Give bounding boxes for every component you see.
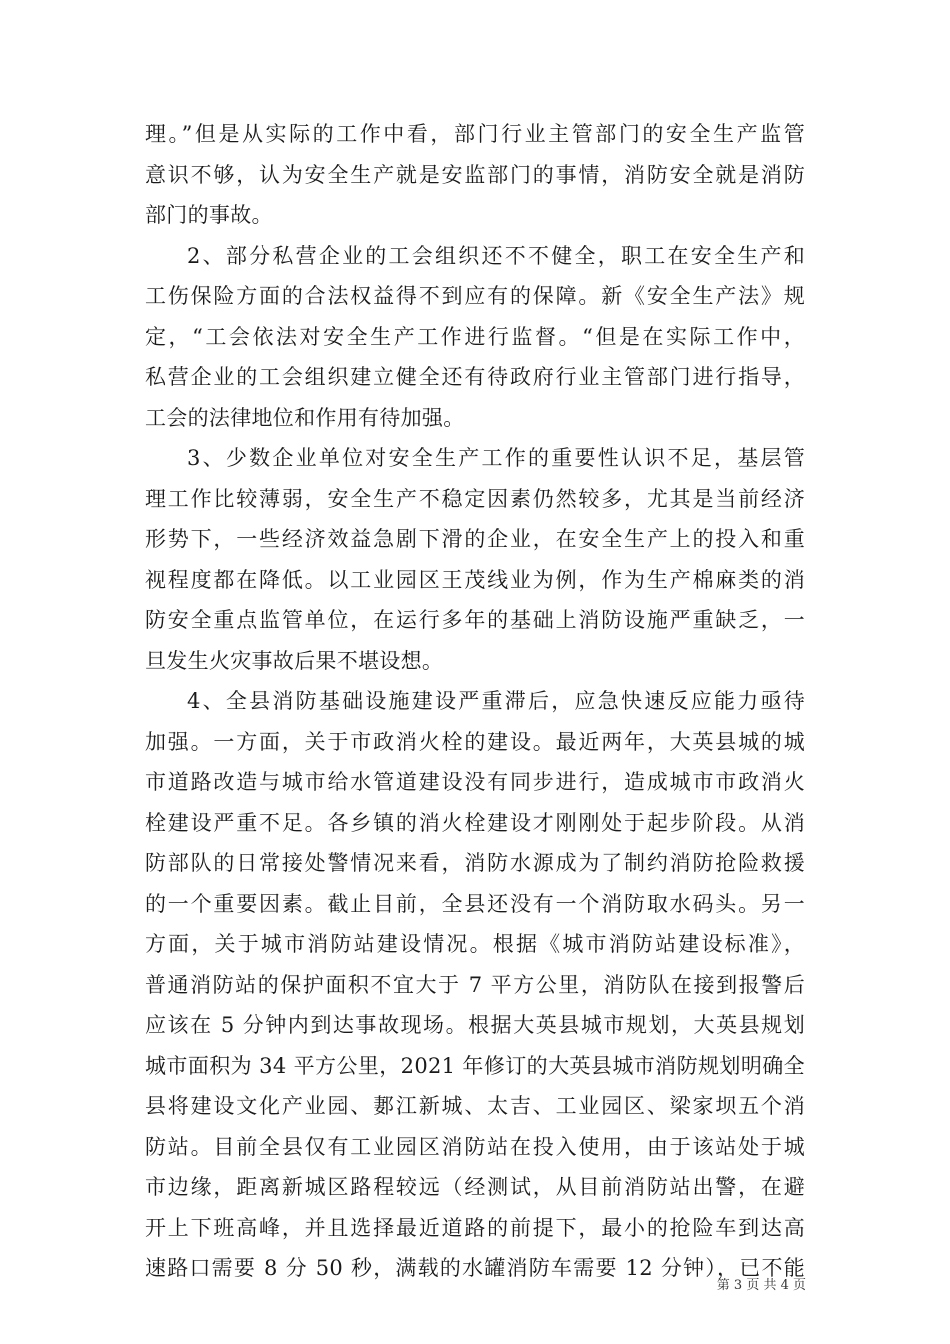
document-body	[145, 114, 805, 1289]
text-line: 速路口需要 8 分 50 秒，满载的水罐消防车需要 12 分钟），已不能	[145, 1256, 805, 1280]
paragraph-2	[145, 236, 805, 439]
text-line: 的一个重要因素。截止目前，全县还没有一个消防取水码头。另一	[145, 891, 805, 916]
text-line: 加强。一方面，关于市政消火栓的建设。最近两年，大英县城的城	[145, 729, 805, 754]
text-line: 2、部分私营企业的工会组织还不不健全，职工在安全生产和	[187, 243, 805, 268]
text-line: 3、少数企业单位对安全生产工作的重要性认识不足，基层管	[187, 446, 805, 470]
text-line: 方面，关于城市消防站建设情况。根据《城市消防站建设标准》，	[145, 932, 805, 956]
text-line: 意识不够，认为安全生产就是安监部门的事情，消防安全就是消防	[145, 162, 805, 187]
text-line: 县将建设文化产业园、郪江新城、太吉、工业园区、梁家坝五个消	[145, 1094, 805, 1118]
text-line: 防安全重点监管单位，在运行多年的基础上消防设施严重缺乏，一	[145, 608, 805, 632]
text-line: 定，“工会依法对安全生产工作进行监督。“但是在实际工作中，	[145, 324, 805, 349]
text-line: 4、全县消防基础设施建设严重滞后，应急快速反应能力亟待	[187, 689, 805, 713]
text-line: 防站。目前全县仅有工业园区消防站在投入使用，由于该站处于城	[145, 1134, 805, 1159]
text-line: 市道路改造与城市给水管道建设没有同步进行，造成城市市政消火	[145, 770, 805, 794]
paragraph-4	[145, 681, 805, 1289]
paragraph-3	[145, 438, 805, 681]
text-line: 开上下班高峰，并且选择最近道路的前提下，最小的抢险车到达高	[145, 1215, 805, 1240]
text-line: 部门的事故。	[145, 203, 273, 227]
text-line: 市边缘，距离新城区路程较远（经测试，从目前消防站出警，在避	[145, 1175, 805, 1199]
text-line: 城市面积为 34 平方公里，2021 年修订的大英县城市消防规划明确全	[145, 1053, 805, 1078]
text-line: 防部队的日常接处警情况来看，消防水源成为了制约消防抢险救援	[145, 851, 805, 875]
paragraph-1	[145, 114, 805, 236]
text-line: 形势下，一些经济效益急剧下滑的企业，在安全生产上的投入和重	[145, 527, 805, 551]
text-line: 工会的法律地位和作用有待加强。	[145, 405, 465, 430]
page-number: 第 3 页 共 4 页	[716, 1278, 806, 1293]
text-line: 理工作比较薄弱，安全生产不稳定因素仍然较多，尤其是当前经济	[145, 486, 805, 511]
text-line: 应该在 5 分钟内到达事故现场。根据大英县城市规划，大英县规划	[145, 1013, 805, 1037]
text-line: 栓建设严重不足。各乡镇的消火栓建设才刚刚处于起步阶段。从消	[145, 810, 805, 835]
text-line: 旦发生火灾事故后果不堪设想。	[145, 648, 444, 673]
text-line: 私营企业的工会组织建立健全还有待政府行业主管部门进行指导，	[145, 365, 805, 389]
text-line: 普通消防站的保护面积不宜大于 7 平方公里，消防队在接到报警后	[145, 972, 805, 997]
text-line: 工伤保险方面的合法权益得不到应有的保障。新《安全生产法》规	[145, 284, 805, 308]
text-line: 理。”但是从实际的工作中看，部门行业主管部门的安全生产监管	[145, 122, 805, 146]
text-line: 视程度都在降低。以工业园区王茂线业为例，作为生产棉麻类的消	[145, 567, 805, 592]
